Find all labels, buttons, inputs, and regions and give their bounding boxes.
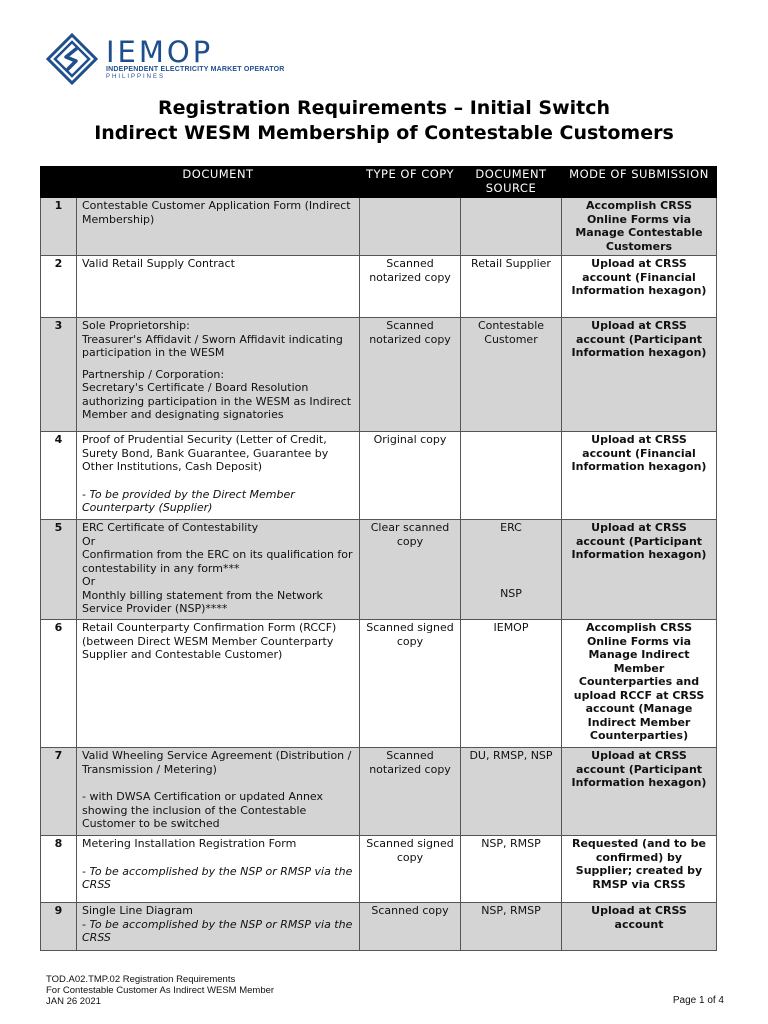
document-note: - To be provided by the Direct Member Counterparty (Supplier) — [82, 487, 295, 514]
table-row — [41, 256, 717, 318]
row-mode: Accomplish CRSS Online Forms via Manage Contestable Customers — [562, 198, 717, 256]
row-document — [77, 520, 360, 620]
table-row — [41, 318, 717, 432]
row-document — [77, 748, 360, 836]
row-number: 4 — [41, 432, 77, 520]
row-document — [77, 836, 360, 903]
row-document: Valid Retail Supply Contract — [77, 256, 360, 318]
footer — [46, 974, 274, 1007]
document-line: Single Line Diagram — [82, 904, 193, 917]
row-document — [77, 318, 360, 432]
header-document-source: DOCUMENT SOURCE — [461, 167, 562, 198]
row-number: 6 — [41, 620, 77, 748]
row-type: Original copy — [360, 432, 461, 520]
page-title-line-2: Indirect WESM Membership of Contestable Customers — [94, 122, 674, 144]
document-line: ERC Certificate of Contestability — [82, 521, 259, 534]
table-row — [41, 432, 717, 520]
row-document — [77, 903, 360, 951]
footer-doc-code: TOD.A02.TMP.02 Registration Requirements — [46, 974, 236, 985]
brand-country: PHILIPPINES — [106, 73, 166, 80]
row-source — [461, 198, 562, 256]
document-line: Or — [82, 575, 96, 588]
table-row — [41, 903, 717, 951]
row-number: 2 — [41, 256, 77, 318]
document-line: Treasurer's Affidavit / Sworn Affidavit indicating participation in the WESM — [82, 332, 343, 359]
row-type: Scanned copy — [360, 903, 461, 951]
row-source: IEMOP — [461, 620, 562, 748]
row-document — [77, 432, 360, 520]
row-mode: Accomplish CRSS Online Forms via Manage Indirect Member Counterparties and upload RCCF at CRSS account (Manage Indirect Member Counterparties) — [562, 620, 717, 748]
document-line: Metering Installation Registration Form — [82, 837, 297, 850]
header-document: DOCUMENT — [77, 167, 360, 198]
row-type: Scanned signed copy — [360, 620, 461, 748]
row-type: Scanned notarized copy — [360, 318, 461, 432]
document-line: - with DWSA Certification or updated Annex showing the inclusion of the Contestable Customer to be switched — [82, 790, 324, 830]
row-number: 7 — [41, 748, 77, 836]
row-mode: Upload at CRSS account (Participant Information hexagon) — [562, 318, 717, 432]
row-source: NSP, RMSP — [461, 836, 562, 903]
row-mode: Upload at CRSS account — [562, 903, 717, 951]
requirements-table — [40, 166, 717, 951]
row-type: Scanned signed copy — [360, 836, 461, 903]
document-line: Or — [82, 534, 96, 548]
row-number: 9 — [41, 903, 77, 951]
iemop-logo-icon — [46, 33, 98, 85]
table-header-row — [41, 167, 717, 198]
row-type: Scanned notarized copy — [360, 256, 461, 318]
row-source: NSP, RMSP — [461, 903, 562, 951]
brand-name: IEMOP — [106, 34, 214, 69]
row-source — [461, 520, 562, 620]
document-line: Monthly billing statement from the Network Service Provider (NSP)**** — [82, 588, 323, 615]
row-source — [461, 432, 562, 520]
table-row — [41, 198, 717, 256]
header-type-of-copy: TYPE OF COPY — [360, 167, 461, 198]
document-note: - To be accomplished by the NSP or RMSP via the CRSS — [82, 864, 353, 891]
table-row — [41, 836, 717, 903]
row-type — [360, 198, 461, 256]
row-document: Contestable Customer Application Form (Indirect Membership) — [77, 198, 360, 256]
table-row — [41, 520, 717, 620]
row-number: 5 — [41, 520, 77, 620]
document-line: Proof of Prudential Security (Letter of Credit, Surety Bond, Bank Guarantee, Guarantee by Other Institutions, Cash Deposit) — [82, 433, 329, 473]
row-number: 8 — [41, 836, 77, 903]
row-mode: Upload at CRSS account (Financial Information hexagon) — [562, 256, 717, 318]
row-source: DU, RMSP, NSP — [461, 748, 562, 836]
row-source: Retail Supplier — [461, 256, 562, 318]
document-note: - To be accomplished by the NSP or RMSP via the CRSS — [82, 917, 353, 944]
row-document: Retail Counterparty Confirmation Form (RCCF) (between Direct WESM Member Counterparty Supplier and Contestable Customer) — [77, 620, 360, 748]
row-source: Contestable Customer — [461, 318, 562, 432]
document-line: Confirmation from the ERC on its qualification for contestability in any form*** — [82, 548, 353, 575]
source-line: NSP — [500, 586, 522, 600]
source-line: ERC — [500, 521, 522, 534]
row-mode: Upload at CRSS account (Participant Information hexagon) — [562, 748, 717, 836]
document-line: Partnership / Corporation: — [82, 367, 225, 381]
row-mode: Upload at CRSS account (Financial Information hexagon) — [562, 432, 717, 520]
row-type: Scanned notarized copy — [360, 748, 461, 836]
header — [46, 32, 285, 86]
row-mode: Requested (and to be confirmed) by Supplier; created by RMSP via CRSS — [562, 836, 717, 903]
row-number: 3 — [41, 318, 77, 432]
brand-subtitle: INDEPENDENT ELECTRICITY MARKET OPERATOR — [106, 65, 285, 73]
table-row — [41, 620, 717, 748]
row-type: Clear scanned copy — [360, 520, 461, 620]
document-line: Sole Proprietorship: — [82, 319, 190, 332]
page-title-line-1: Registration Requirements – Initial Switch — [157, 97, 611, 119]
header-mode-of-submission: MODE OF SUBMISSION — [562, 167, 717, 198]
header-number — [41, 167, 77, 198]
row-mode: Upload at CRSS account (Participant Information hexagon) — [562, 520, 717, 620]
brand-block — [106, 34, 285, 81]
document-line: Valid Wheeling Service Agreement (Distribution / Transmission / Metering) — [82, 749, 352, 776]
document-line: Secretary's Certificate / Board Resolution authorizing participation in the WESM as Indirect Member and designating signatories — [82, 381, 352, 421]
footer-doc-title: For Contestable Customer As Indirect WESM Member — [46, 985, 275, 996]
page-number: Page 1 of 4 — [672, 995, 724, 1006]
footer-date: JAN 26 2021 — [46, 996, 101, 1007]
row-number: 1 — [41, 198, 77, 256]
table-row — [41, 748, 717, 836]
